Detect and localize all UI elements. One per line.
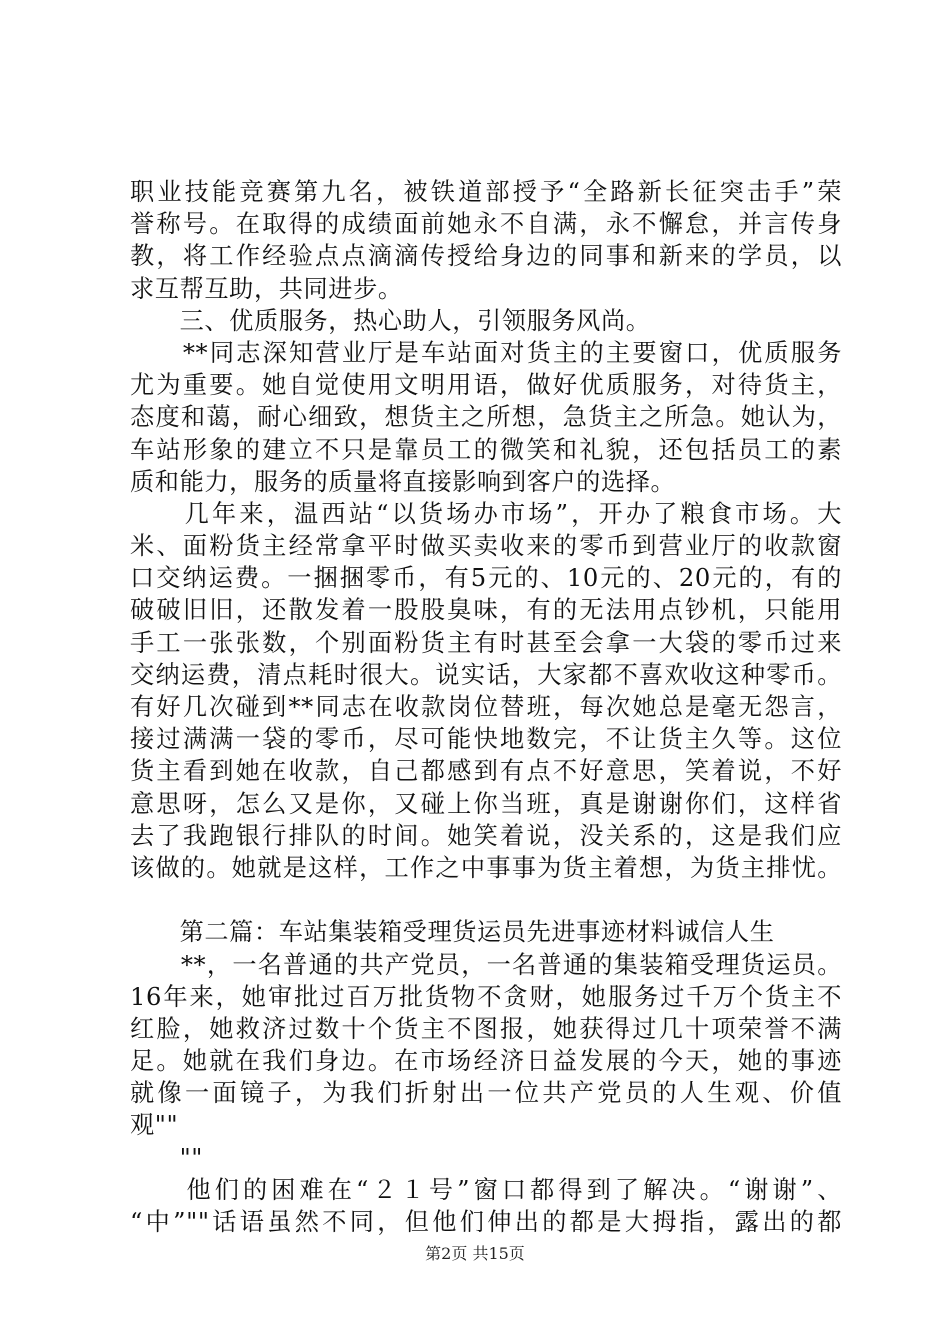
text-line: 誉称号。在取得的成绩面前她永不自满，永不懈怠，并言传身 bbox=[130, 210, 842, 239]
chapter-title: 第二篇：车站集装箱受理货运员先进事迹材料诚信人生 bbox=[130, 918, 775, 947]
text-line: 该做的。她就是这样，工作之中事事为货主着想，为货主排忧。 bbox=[130, 853, 842, 882]
text-line: 质和能力，服务的质量将直接影响到客户的选择。 bbox=[130, 467, 676, 496]
text-line: **，一名普通的共产党员，一名普通的集装箱受理货运员。 bbox=[130, 950, 842, 979]
text-line: 去了我跑银行排队的时间。她笑着说，没关系的，这是我们应 bbox=[130, 821, 842, 850]
text-line: 货主看到她在收款，自己都感到有点不好意思，笑着说，不好 bbox=[130, 757, 842, 786]
text-block-1 bbox=[130, 176, 842, 884]
section-heading: 三、优质服务，热心助人，引领服务风尚。 bbox=[130, 306, 651, 335]
text-line: "" bbox=[130, 1143, 204, 1172]
text-line: “中”""话语虽然不同，但他们伸出的都是大拇指，露出的都 bbox=[130, 1208, 842, 1236]
text-line: 尤为重要。她自觉使用文明用语，做好优质服务，对待货主， bbox=[130, 371, 842, 400]
document-body bbox=[130, 176, 842, 1238]
text-line: 交纳运费，清点耗时很大。说实话，大家都不喜欢收这种零币。 bbox=[130, 660, 842, 689]
paragraph-gap bbox=[130, 884, 842, 916]
text-line: 他们的困难在“２１号”窗口都得到了解决。“谢谢”、 bbox=[130, 1175, 842, 1204]
text-line: 手工一张张数，个别面粉货主有时甚至会拿一大袋的零币过来 bbox=[130, 628, 842, 657]
text-line: 足。她就在我们身边。在市场经济日益发展的今天，她的事迹 bbox=[130, 1047, 842, 1076]
text-line: 意思呀，怎么又是你，又碰上你当班，真是谢谢你们，这样省 bbox=[130, 789, 842, 818]
text-line: 态度和蔼，耐心细致，想货主之所想，急货主之所急。她认为， bbox=[130, 403, 842, 432]
text-line: 破破旧旧，还散发着一股股臭味，有的无法用点钞机，只能用 bbox=[130, 596, 842, 625]
text-line: 有好几次碰到**同志在收款岗位替班，每次她总是毫无怨言， bbox=[130, 693, 842, 721]
text-line: 观"" bbox=[130, 1111, 179, 1140]
text-block-2 bbox=[130, 916, 842, 1238]
text-line: 就像一面镜子，为我们折射出一位共产党员的人生观、价值 bbox=[130, 1079, 842, 1108]
text-line: 求互帮互助，共同进步。 bbox=[130, 274, 403, 303]
text-line: 教，将工作经验点点滴滴传授给身边的同事和新来的学员，以 bbox=[130, 242, 842, 271]
text-line: 几年来，温西站“以货场办市场”，开办了粮食市场。大 bbox=[130, 499, 842, 528]
text-line: 车站形象的建立不只是靠员工的微笑和礼貌，还包括员工的素 bbox=[130, 435, 842, 464]
text-line: 口交纳运费。一捆捆零币，有5元的、10元的、20元的，有的 bbox=[130, 564, 842, 593]
text-line: 米、面粉货主经常拿平时做买卖收来的零币到营业厅的收款窗 bbox=[130, 532, 842, 561]
text-line: 接过满满一袋的零币，尽可能快地数完，不让货主久等。这位 bbox=[130, 725, 842, 754]
text-line: 16年来，她审批过百万批货物不贪财，她服务过千万个货主不 bbox=[130, 982, 842, 1011]
page-footer: 第2页 共15页 bbox=[425, 1244, 525, 1263]
text-line: 职业技能竞赛第九名，被铁道部授予“全路新长征突击手”荣 bbox=[130, 178, 842, 206]
text-line: 红脸，她救济过数十个货主不图报，她获得过几十项荣誉不满 bbox=[130, 1014, 842, 1043]
text-line: **同志深知营业厅是车站面对货主的主要窗口，优质服务 bbox=[130, 338, 842, 367]
